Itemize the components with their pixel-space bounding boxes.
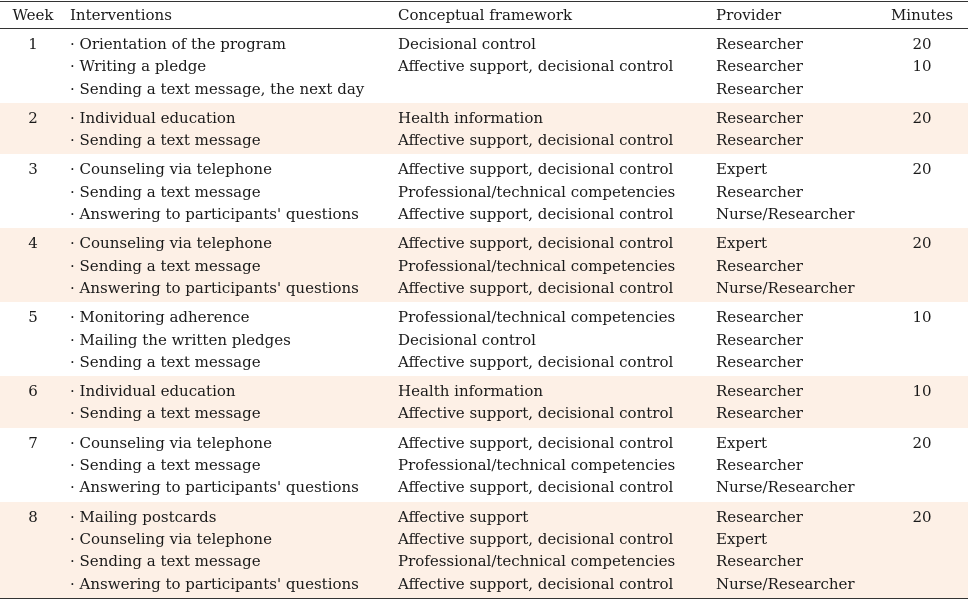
framework-cell bbox=[398, 502, 716, 599]
provider-item: Researcher bbox=[716, 35, 803, 53]
provider-item: Nurse/Researcher bbox=[716, 478, 855, 497]
provider-item: Researcher bbox=[716, 330, 803, 349]
minutes-value bbox=[876, 203, 968, 225]
intervention-item: · Answering to participants' questions bbox=[70, 278, 359, 297]
provider-item: Researcher bbox=[716, 182, 803, 201]
week-cell bbox=[0, 302, 66, 376]
framework-item: Affective support, decisional control bbox=[398, 478, 674, 497]
intervention-item: · Answering to participants' questions bbox=[70, 205, 359, 224]
week-cell bbox=[0, 428, 66, 502]
minutes-value: 10 bbox=[912, 382, 932, 401]
minutes-value: 10 bbox=[912, 57, 932, 76]
intervention-item: · Sending a text message bbox=[70, 352, 261, 371]
framework-cell bbox=[398, 376, 716, 428]
provider-cell bbox=[716, 103, 876, 155]
minutes-value bbox=[876, 454, 968, 476]
framework-item: Affective support bbox=[398, 507, 529, 526]
framework-item: Health information bbox=[398, 382, 544, 401]
intervention-item: · Sending a text message bbox=[70, 256, 261, 275]
week-number: 1 bbox=[28, 35, 38, 53]
framework-item: Decisional control bbox=[398, 330, 536, 349]
intervention-item: · Counseling via telephone bbox=[70, 234, 272, 253]
framework-item: Affective support, decisional control bbox=[398, 234, 674, 253]
table-row bbox=[0, 29, 968, 103]
intervention-item: · Answering to participants' questions bbox=[70, 478, 359, 497]
framework-cell bbox=[398, 302, 716, 376]
provider-cell bbox=[716, 502, 876, 599]
minutes-value: 20 bbox=[912, 160, 932, 179]
framework-item: Affective support, decisional control bbox=[398, 160, 674, 179]
minutes-value bbox=[876, 402, 968, 424]
table-row bbox=[0, 376, 968, 428]
week-number: 7 bbox=[28, 433, 38, 452]
interventions-cell bbox=[66, 29, 398, 103]
week-cell bbox=[0, 376, 66, 428]
framework-item: Health information bbox=[398, 108, 544, 127]
framework-cell bbox=[398, 103, 716, 155]
interventions-cell bbox=[66, 428, 398, 502]
provider-item: Expert bbox=[716, 234, 768, 253]
minutes-cell bbox=[876, 428, 968, 502]
provider-cell bbox=[716, 376, 876, 428]
minutes-value: 10 bbox=[912, 308, 932, 327]
intervention-item: · Monitoring adherence bbox=[70, 308, 250, 327]
minutes-value: 20 bbox=[912, 433, 932, 452]
provider-item: Researcher bbox=[716, 79, 803, 98]
week-cell bbox=[0, 103, 66, 155]
intervention-item: · Orientation of the program bbox=[70, 35, 287, 53]
intervention-schedule-table bbox=[0, 1, 968, 599]
table-row bbox=[0, 502, 968, 599]
minutes-cell bbox=[876, 103, 968, 155]
intervention-item: · Sending a text message bbox=[70, 131, 261, 150]
provider-cell bbox=[716, 29, 876, 103]
table-row bbox=[0, 154, 968, 228]
provider-item: Expert bbox=[716, 433, 768, 452]
minutes-value bbox=[876, 528, 968, 550]
provider-cell bbox=[716, 228, 876, 302]
framework-item: Professional/technical competencies bbox=[398, 552, 676, 571]
interventions-cell bbox=[66, 502, 398, 599]
week-number: 5 bbox=[28, 308, 38, 327]
week-number: 8 bbox=[28, 507, 38, 526]
minutes-value bbox=[876, 277, 968, 299]
framework-item: Affective support, decisional control bbox=[398, 574, 674, 593]
minutes-value bbox=[876, 351, 968, 373]
week-number: 6 bbox=[28, 382, 38, 401]
minutes-cell bbox=[876, 228, 968, 302]
table-row bbox=[0, 302, 968, 376]
minutes-cell bbox=[876, 302, 968, 376]
framework-cell bbox=[398, 29, 716, 103]
week-number: 4 bbox=[28, 234, 38, 253]
provider-item: Researcher bbox=[716, 507, 803, 526]
framework-item: Professional/technical competencies bbox=[398, 256, 676, 275]
intervention-item: · Writing a pledge bbox=[70, 57, 207, 76]
provider-item: Expert bbox=[716, 160, 768, 179]
minutes-cell bbox=[876, 154, 968, 228]
minutes-value bbox=[876, 255, 968, 277]
framework-item: Affective support, decisional control bbox=[398, 57, 674, 76]
minutes-value bbox=[876, 129, 968, 151]
framework-item: Professional/technical competencies bbox=[398, 182, 676, 201]
interventions-cell bbox=[66, 103, 398, 155]
provider-item: Expert bbox=[716, 529, 768, 548]
minutes-value: 20 bbox=[912, 35, 932, 53]
minutes-value bbox=[876, 550, 968, 572]
intervention-item: · Mailing postcards bbox=[70, 507, 217, 526]
provider-item: Researcher bbox=[716, 456, 803, 475]
minutes-value: 20 bbox=[912, 108, 932, 127]
intervention-item: · Counseling via telephone bbox=[70, 529, 272, 548]
intervention-item: · Sending a text message bbox=[70, 552, 261, 571]
header-row bbox=[0, 2, 968, 29]
intervention-item: · Counseling via telephone bbox=[70, 160, 272, 179]
intervention-item: · Sending a text message bbox=[70, 456, 261, 475]
minutes-value bbox=[876, 329, 968, 351]
provider-item: Nurse/Researcher bbox=[716, 278, 855, 297]
framework-item: Affective support, decisional control bbox=[398, 352, 674, 371]
provider-item: Researcher bbox=[716, 352, 803, 371]
header-week: Week bbox=[0, 2, 66, 29]
header-framework: Conceptual framework bbox=[398, 2, 716, 29]
minutes-value bbox=[876, 181, 968, 203]
provider-item: Researcher bbox=[716, 382, 803, 401]
minutes-cell bbox=[876, 502, 968, 599]
minutes-value bbox=[876, 573, 968, 595]
framework-item: Affective support, decisional control bbox=[398, 278, 674, 297]
framework-cell bbox=[398, 154, 716, 228]
framework-item bbox=[398, 78, 716, 100]
minutes-value: 20 bbox=[912, 507, 932, 526]
provider-cell bbox=[716, 428, 876, 502]
intervention-item: · Counseling via telephone bbox=[70, 433, 272, 452]
table-row bbox=[0, 103, 968, 155]
intervention-item: · Sending a text message bbox=[70, 404, 261, 423]
minutes-value bbox=[876, 476, 968, 498]
intervention-item: · Mailing the written pledges bbox=[70, 330, 291, 349]
provider-item: Researcher bbox=[716, 131, 803, 150]
provider-item: Nurse/Researcher bbox=[716, 574, 855, 593]
framework-item: Affective support, decisional control bbox=[398, 433, 674, 452]
header-provider: Provider bbox=[716, 2, 876, 29]
framework-cell bbox=[398, 228, 716, 302]
intervention-item: · Answering to participants' questions bbox=[70, 574, 359, 593]
week-cell bbox=[0, 29, 66, 103]
interventions-cell bbox=[66, 228, 398, 302]
framework-item: Affective support, decisional control bbox=[398, 529, 674, 548]
provider-item: Researcher bbox=[716, 256, 803, 275]
provider-item: Researcher bbox=[716, 404, 803, 423]
intervention-item: · Sending a text message, the next day bbox=[70, 79, 365, 98]
provider-item: Researcher bbox=[716, 552, 803, 571]
interventions-cell bbox=[66, 154, 398, 228]
intervention-item: · Sending a text message bbox=[70, 182, 261, 201]
provider-item: Researcher bbox=[716, 57, 803, 76]
framework-item: Affective support, decisional control bbox=[398, 131, 674, 150]
intervention-item: · Individual education bbox=[70, 382, 236, 401]
provider-cell bbox=[716, 154, 876, 228]
framework-cell bbox=[398, 428, 716, 502]
provider-cell bbox=[716, 302, 876, 376]
provider-item: Nurse/Researcher bbox=[716, 205, 855, 224]
framework-item: Affective support, decisional control bbox=[398, 404, 674, 423]
minutes-cell bbox=[876, 29, 968, 103]
framework-item: Affective support, decisional control bbox=[398, 205, 674, 224]
minutes-value bbox=[876, 78, 968, 100]
week-cell bbox=[0, 228, 66, 302]
table-body bbox=[0, 29, 968, 599]
week-cell bbox=[0, 502, 66, 599]
week-cell bbox=[0, 154, 66, 228]
framework-item: Professional/technical competencies bbox=[398, 308, 676, 327]
framework-item: Professional/technical competencies bbox=[398, 456, 676, 475]
header-minutes: Minutes bbox=[876, 2, 968, 29]
provider-item: Researcher bbox=[716, 308, 803, 327]
header-interventions: Interventions bbox=[66, 2, 398, 29]
interventions-cell bbox=[66, 376, 398, 428]
table-row bbox=[0, 428, 968, 502]
intervention-item: · Individual education bbox=[70, 108, 236, 127]
framework-item: Decisional control bbox=[398, 35, 536, 53]
minutes-cell bbox=[876, 376, 968, 428]
table-row bbox=[0, 228, 968, 302]
week-number: 3 bbox=[28, 160, 38, 179]
interventions-cell bbox=[66, 302, 398, 376]
minutes-value: 20 bbox=[912, 234, 932, 253]
week-number: 2 bbox=[28, 108, 38, 127]
provider-item: Researcher bbox=[716, 108, 803, 127]
